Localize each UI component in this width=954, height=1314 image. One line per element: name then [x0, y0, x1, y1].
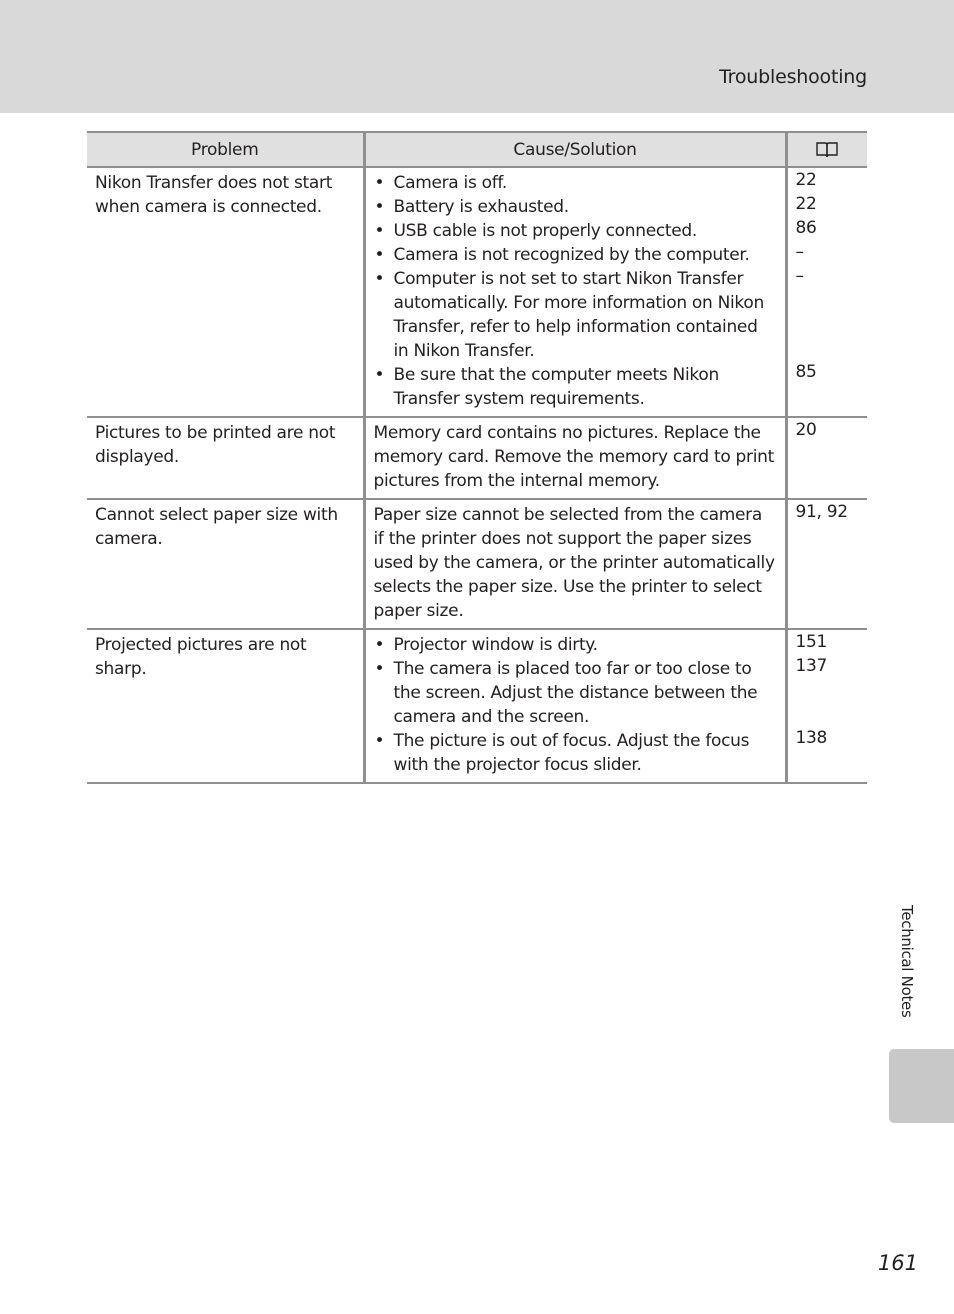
table-header-row — [87, 132, 867, 167]
reference-cell — [786, 417, 867, 499]
page-reference: 86 — [795, 218, 817, 238]
cause-item: • Be sure that the computer meets Nikon Transfer system requirements. — [374, 363, 777, 411]
page-reference: 91, 92 — [795, 502, 848, 522]
page-reference: 137 — [795, 656, 828, 676]
page-reference: – — [795, 242, 804, 262]
table-row — [87, 417, 867, 499]
cause-cell: Memory card contains no pictures. Replace the memory card. Remove the memory card to print pictures from the internal memory. — [364, 417, 786, 499]
page-number: 161 — [877, 1251, 918, 1275]
book-icon — [815, 141, 839, 159]
cause-item: • The picture is out of focus. Adjust the focus with the projector focus slider. — [374, 729, 777, 777]
section-title: Troubleshooting — [719, 66, 867, 88]
column-header-problem: Problem — [87, 132, 364, 167]
table-row — [87, 629, 867, 783]
table-row — [87, 499, 867, 629]
cause-item: • The camera is placed too far or too close to the screen. Adjust the distance between the camera and the screen. — [374, 657, 777, 729]
column-header-reference — [786, 132, 867, 167]
page-reference: 85 — [795, 362, 817, 382]
reference-cell — [786, 167, 867, 417]
cause-item: • Camera is off. — [374, 171, 777, 195]
cause-cell — [364, 167, 786, 417]
problem-cell: Cannot select paper size with camera. — [87, 499, 364, 629]
column-header-cause: Cause/Solution — [364, 132, 786, 167]
ref-spacer — [796, 336, 860, 360]
cause-cell: Paper size cannot be selected from the camera if the printer does not support the paper sizes used by the camera, or the printer automatically selects the paper size. Use the printer to select paper size. — [364, 499, 786, 629]
reference-cell — [786, 499, 867, 629]
ref-spacer — [796, 702, 860, 726]
page-reference: 20 — [795, 420, 817, 440]
cause-item: • Battery is exhausted. — [374, 195, 777, 219]
page-reference: 22 — [795, 194, 817, 214]
cause-item: • USB cable is not properly connected. — [374, 219, 777, 243]
troubleshooting-table — [87, 131, 867, 784]
cause-list — [374, 633, 777, 777]
side-tab — [889, 1049, 954, 1123]
page-reference: 22 — [795, 170, 817, 190]
cause-item: • Camera is not recognized by the computer. — [374, 243, 777, 267]
ref-spacer — [796, 312, 860, 336]
cause-item: • Projector window is dirty. — [374, 633, 777, 657]
problem-cell: Pictures to be printed are not displayed. — [87, 417, 364, 499]
page-reference: – — [795, 266, 804, 286]
reference-cell — [786, 629, 867, 783]
ref-spacer — [796, 288, 860, 312]
problem-cell: Nikon Transfer does not start when camera is connected. — [87, 167, 364, 417]
cause-cell — [364, 629, 786, 783]
page-reference: 138 — [795, 728, 828, 748]
cause-list — [374, 171, 777, 411]
header-band — [0, 0, 954, 113]
table-row — [87, 167, 867, 417]
side-tab-label: Technical Notes — [898, 905, 916, 1018]
page-reference: 151 — [795, 632, 828, 652]
problem-cell: Projected pictures are not sharp. — [87, 629, 364, 783]
cause-item: • Computer is not set to start Nikon Transfer automatically. For more information on Nikon Transfer, refer to help information contained in Nikon Transfer. — [374, 267, 777, 363]
ref-spacer — [796, 678, 860, 702]
